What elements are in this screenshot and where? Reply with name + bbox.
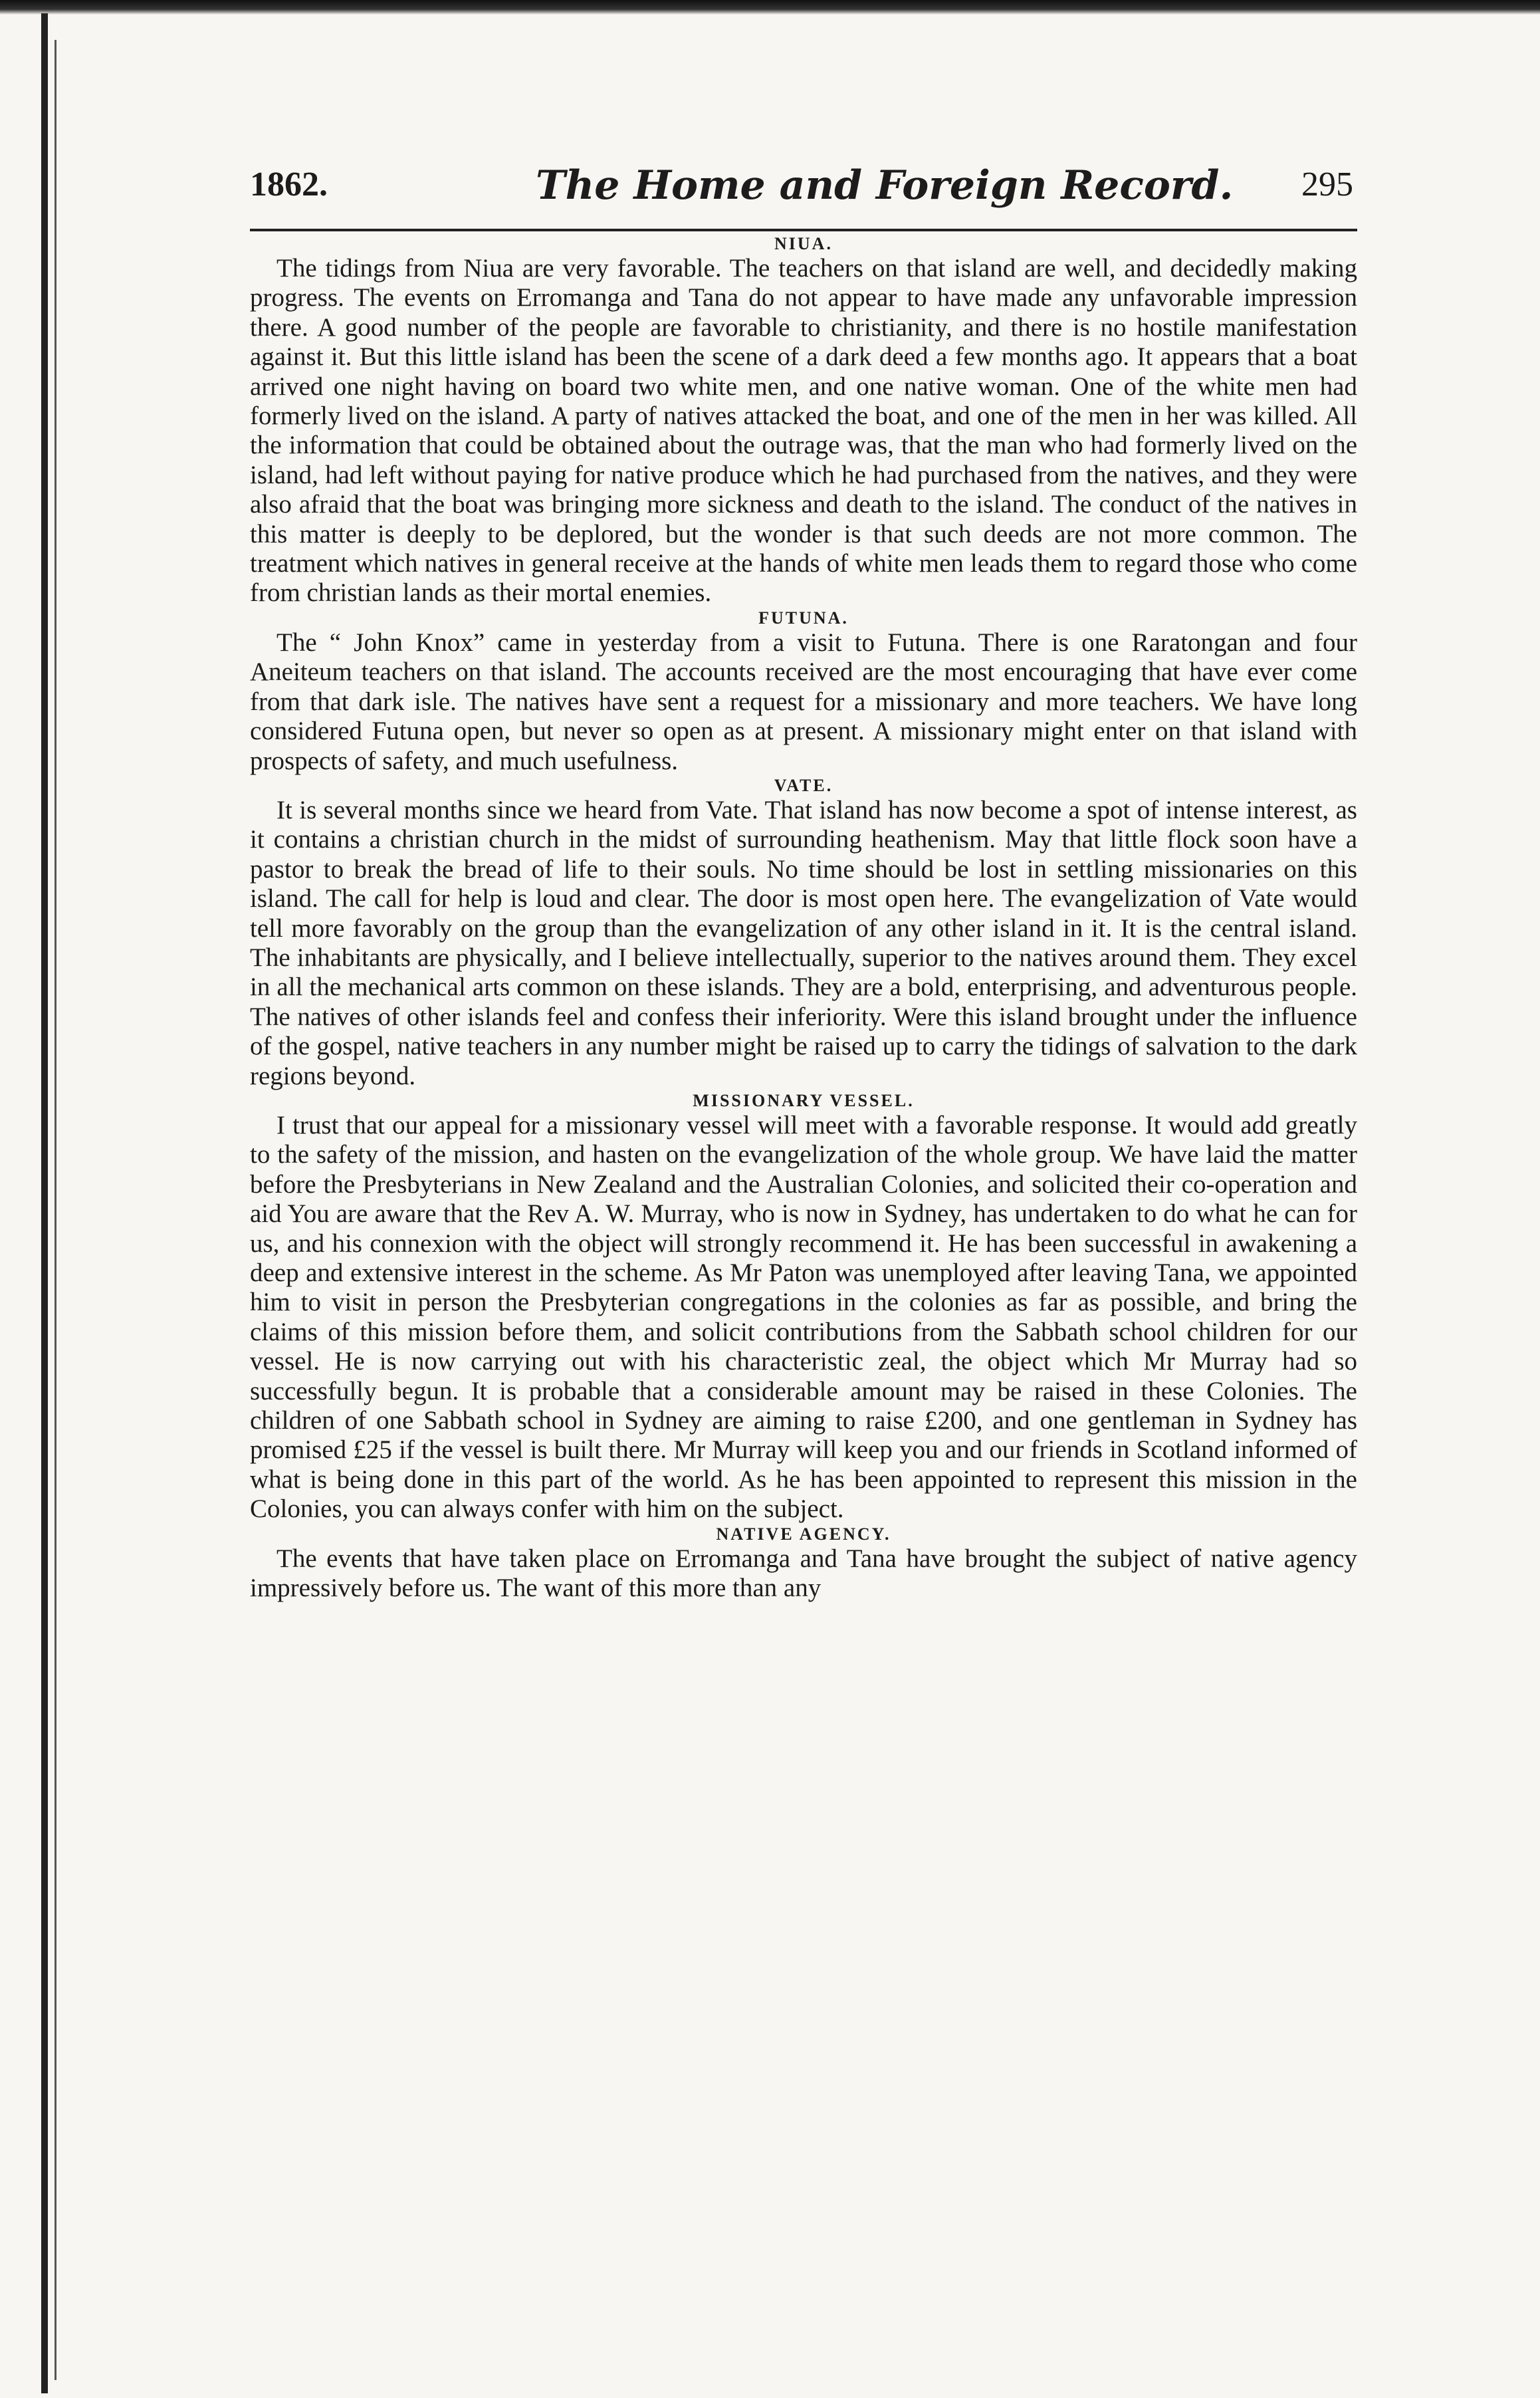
section-heading-missionary-vessel: MISSIONARY VESSEL. [693, 1090, 915, 1110]
left-edge-rule-inner [55, 40, 56, 2380]
section-native-agency [250, 1524, 1357, 1604]
section-text-vate: It is several months since we heard from Vate. That island has now become a spot of intense interest, as it contains a christian church in the midst of surrounding heathenism. May that little flock soon have a pastor to break the bread of life to their souls. No time should be lost in settling missionaries on this island. The call for help is loud and clear. The door is most open here. The evangelization of Vate would tell more favorably on the group than the evangelization of any other island in it. It is the central island. The inhabitants are physically, and I believe intellectually, superior to the natives around them. They excel in all the mechanical arts common on these islands. They are a bold, enterprising, and adventurous people. The natives of other islands feel and confess their inferiority. Were this island brought under the influence of the gospel, native teachers in any number might be raised up to carry the tidings of salvation to the dark regions beyond. [250, 795, 1357, 1090]
left-edge-rule [41, 13, 48, 2393]
header-title: The Home and Foreign Record. [536, 162, 1234, 209]
section-missionary-vessel [250, 1091, 1357, 1524]
page-body [250, 234, 1357, 1603]
header-rule [250, 229, 1357, 231]
section-text-futuna: The “ John Knox” came in yesterday from a visit to Futuna. There is one Raratongan and four Aneiteum teachers on that island. The accounts received are the most encouraging that have ever come from that dark isle. The natives have sent a request for a missionary and more teachers. We have long considered Futuna open, but never so open as at present. A missionary might enter on that island with prospects of safety, and much usefulness. [250, 628, 1357, 775]
section-heading-niua: NIUA. [774, 234, 833, 253]
top-edge-rule [0, 0, 1540, 15]
section-text-missionary-vessel: I trust that our appeal for a missionary vessel will meet with a favorable response. It would add greatly to the safety of the mission, and hasten on the evangelization of the whole group. We have laid the matter before the Presbyterians in New Zealand and the Australian Colonies, and solicited their co-operation and aid You are aware that the Rev A. W. Murray, who is now in Sydney, has undertaken to do what he can for us, and his connexion with the object will strongly recommend it. He has been successful in awakening a deep and extensive interest in the scheme. As Mr Paton was unemployed after leaving Tana, we appointed him to visit in person the Presbyterian congregations in the colonies as far as possible, and bring the claims of this mission before them, and solicit contributions from the Sabbath school children for our vessel. He is now carrying out with his characteristic zeal, the object which Mr Murray had so successfully begun. It is probable that a considerable amount may be raised in these Colonies. The children of one Sabbath school in Sydney are aiming to raise £200, and one gentleman in Sydney has promised £25 if the vessel is built there. Mr Murray will keep you and our friends in Scotland informed of what is being done in this part of the world. As he has been appointed to represent this mission in the Colonies, you can always confer with him on the subject. [250, 1110, 1357, 1524]
header-year: 1862. [250, 166, 328, 203]
running-header [250, 162, 1353, 218]
section-vate [250, 776, 1357, 1091]
section-heading-vate: VATE. [774, 775, 833, 795]
section-futuna [250, 608, 1357, 776]
section-text-niua: The tidings from Niua are very favorable. The teachers on that island are well, and decidedly making progress. The events on Erromanga and Tana do not appear to have made any unfavorable impression there. A good number of the people are favorable to christianity, and there is no hostile manifestation against it. But this little island has been the scene of a dark deed a few months ago. It appears that a boat arrived one night having on board two white men, and one native woman. One of the white men had formerly lived on the island. A party of natives attacked the boat, and one of the men in her was killed. All the information that could be obtained about the outrage was, that the man who had formerly lived on the island, had left without paying for native produce which he had purchased from the natives, and they were also afraid that the boat was bringing more sickness and death to the island. The conduct of the natives in this matter is deeply to be deplored, but the wonder is that such deeds are not more common. The treatment which natives in general receive at the hands of white men leads them to regard those who come from christian lands as their mortal enemies. [250, 254, 1357, 608]
section-niua [250, 234, 1357, 608]
section-heading-native-agency: NATIVE AGENCY. [716, 1524, 891, 1544]
page-number: 295 [1301, 166, 1353, 203]
section-heading-futuna: FUTUNA. [758, 608, 849, 628]
section-text-native-agency: The events that have taken place on Erromanga and Tana have brought the subject of native agency impressively before us. The want of this more than any [250, 1544, 1357, 1603]
